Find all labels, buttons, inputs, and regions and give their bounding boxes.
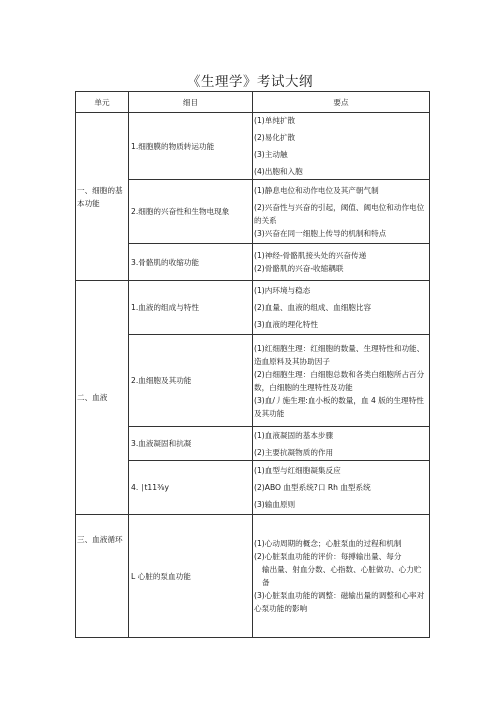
header-unit: 单元 <box>76 92 129 113</box>
point-item: (1)内环境与稳态 <box>254 286 311 295</box>
point-item: (1)静息电位和动作电位及其产朝气制 <box>254 185 379 195</box>
subtopic-cell: L 心脏的泵血功能 <box>129 515 253 638</box>
table-row <box>76 461 430 515</box>
point-item: (1)心动周期的概念；心脏泵血的过程和机制 <box>254 539 402 548</box>
table-row <box>76 335 430 427</box>
table-row <box>76 281 430 335</box>
point-item: (2)白细胞生理：白细胞总数和各类白细胞所占百分数，白细胞的生理特性及功能 <box>254 369 425 392</box>
point-item: (3)输血原则 <box>254 500 296 509</box>
header-points: 要点 <box>253 92 430 113</box>
point-item: (3)血液的理化特性 <box>254 320 318 329</box>
subtopic-cell: 3.骨骼肌的收缩功能 <box>129 244 253 281</box>
header-subtopic: 细目 <box>129 92 253 113</box>
subtopic-cell: 4. ∣t11⅜y <box>129 461 253 515</box>
points-cell <box>253 427 430 461</box>
point-item: (3)主动触 <box>254 150 288 159</box>
subtopic-cell: 2.血细胞及其功能 <box>129 335 253 427</box>
point-item: (3)兴奋在同一细胞上传导的机制和特点 <box>254 228 387 238</box>
point-item: (2)心脏泵血功能的评价：每搏输出量、每分 <box>254 552 402 561</box>
point-item: (2)血量、血液的组成、血细胞比容 <box>254 303 372 312</box>
point-item: (3)心脏泵血功能的调整：磁输出量的调整和心率对心泵功能的影响 <box>254 591 425 613</box>
table-row <box>76 244 430 281</box>
table-row <box>76 427 430 461</box>
syllabus-table <box>75 91 430 638</box>
point-item: (2)主要抗凝物质的作用 <box>254 447 334 457</box>
unit-cell: 三、血液循环 <box>76 515 129 638</box>
point-item: 输出量、射血分数、心指数、心脏做功、心力贮备 <box>262 565 422 587</box>
point-item: (1)神经-骨骼肌接头处的兴奋传递 <box>254 251 367 260</box>
point-item: (2)兴奋性与兴奋的引起，阈值、阈电位和动作电位的关系 <box>254 202 425 225</box>
point-item: (2)易化扩散 <box>254 133 296 142</box>
unit-cell: 一、细胞的基本功能 <box>76 113 129 281</box>
points-cell <box>253 515 430 638</box>
point-item: (1)红细胞生理：红细胞的数量、生理特性和功能、造血原料及其协助因子 <box>254 343 425 366</box>
table-row <box>76 180 430 244</box>
unit-cell: 二、血液 <box>76 281 129 515</box>
subtopic-cell: 2.细胞的兴奋性和生物电现象 <box>129 180 253 244</box>
points-cell <box>253 335 430 427</box>
table-row <box>76 113 430 180</box>
document-title: 《生理学》考试大纲 <box>187 74 313 90</box>
point-item: (1)血型与红细胞凝集反应 <box>254 466 341 475</box>
points-cell <box>253 113 430 180</box>
table-row <box>76 515 430 638</box>
subtopic-cell: 1.血液的组成与特性 <box>129 281 253 335</box>
point-item: (4)出胞和入胞 <box>254 167 303 176</box>
points-cell <box>253 281 430 335</box>
points-cell <box>253 244 430 281</box>
subtopic-cell: 1.细胞膜的物质转运功能 <box>129 113 253 180</box>
points-cell <box>253 461 430 515</box>
points-cell <box>253 180 430 244</box>
header-row <box>76 92 430 113</box>
point-item: (1)单纯扩散 <box>254 116 296 125</box>
subtopic-cell: 3.血液凝固和抗凝 <box>129 427 253 461</box>
point-item: (2)ABO 血型系统?口 Rh 血型系统 <box>254 483 371 492</box>
point-item: (1)血液凝固的基本步骤 <box>254 430 334 440</box>
point-item: (3)血/丿施生理:血小板的数量，血 4 版的生理特性及其功能 <box>254 395 424 418</box>
point-item: (2)骨骼肌的兴奋-收缩耦联 <box>254 264 344 273</box>
